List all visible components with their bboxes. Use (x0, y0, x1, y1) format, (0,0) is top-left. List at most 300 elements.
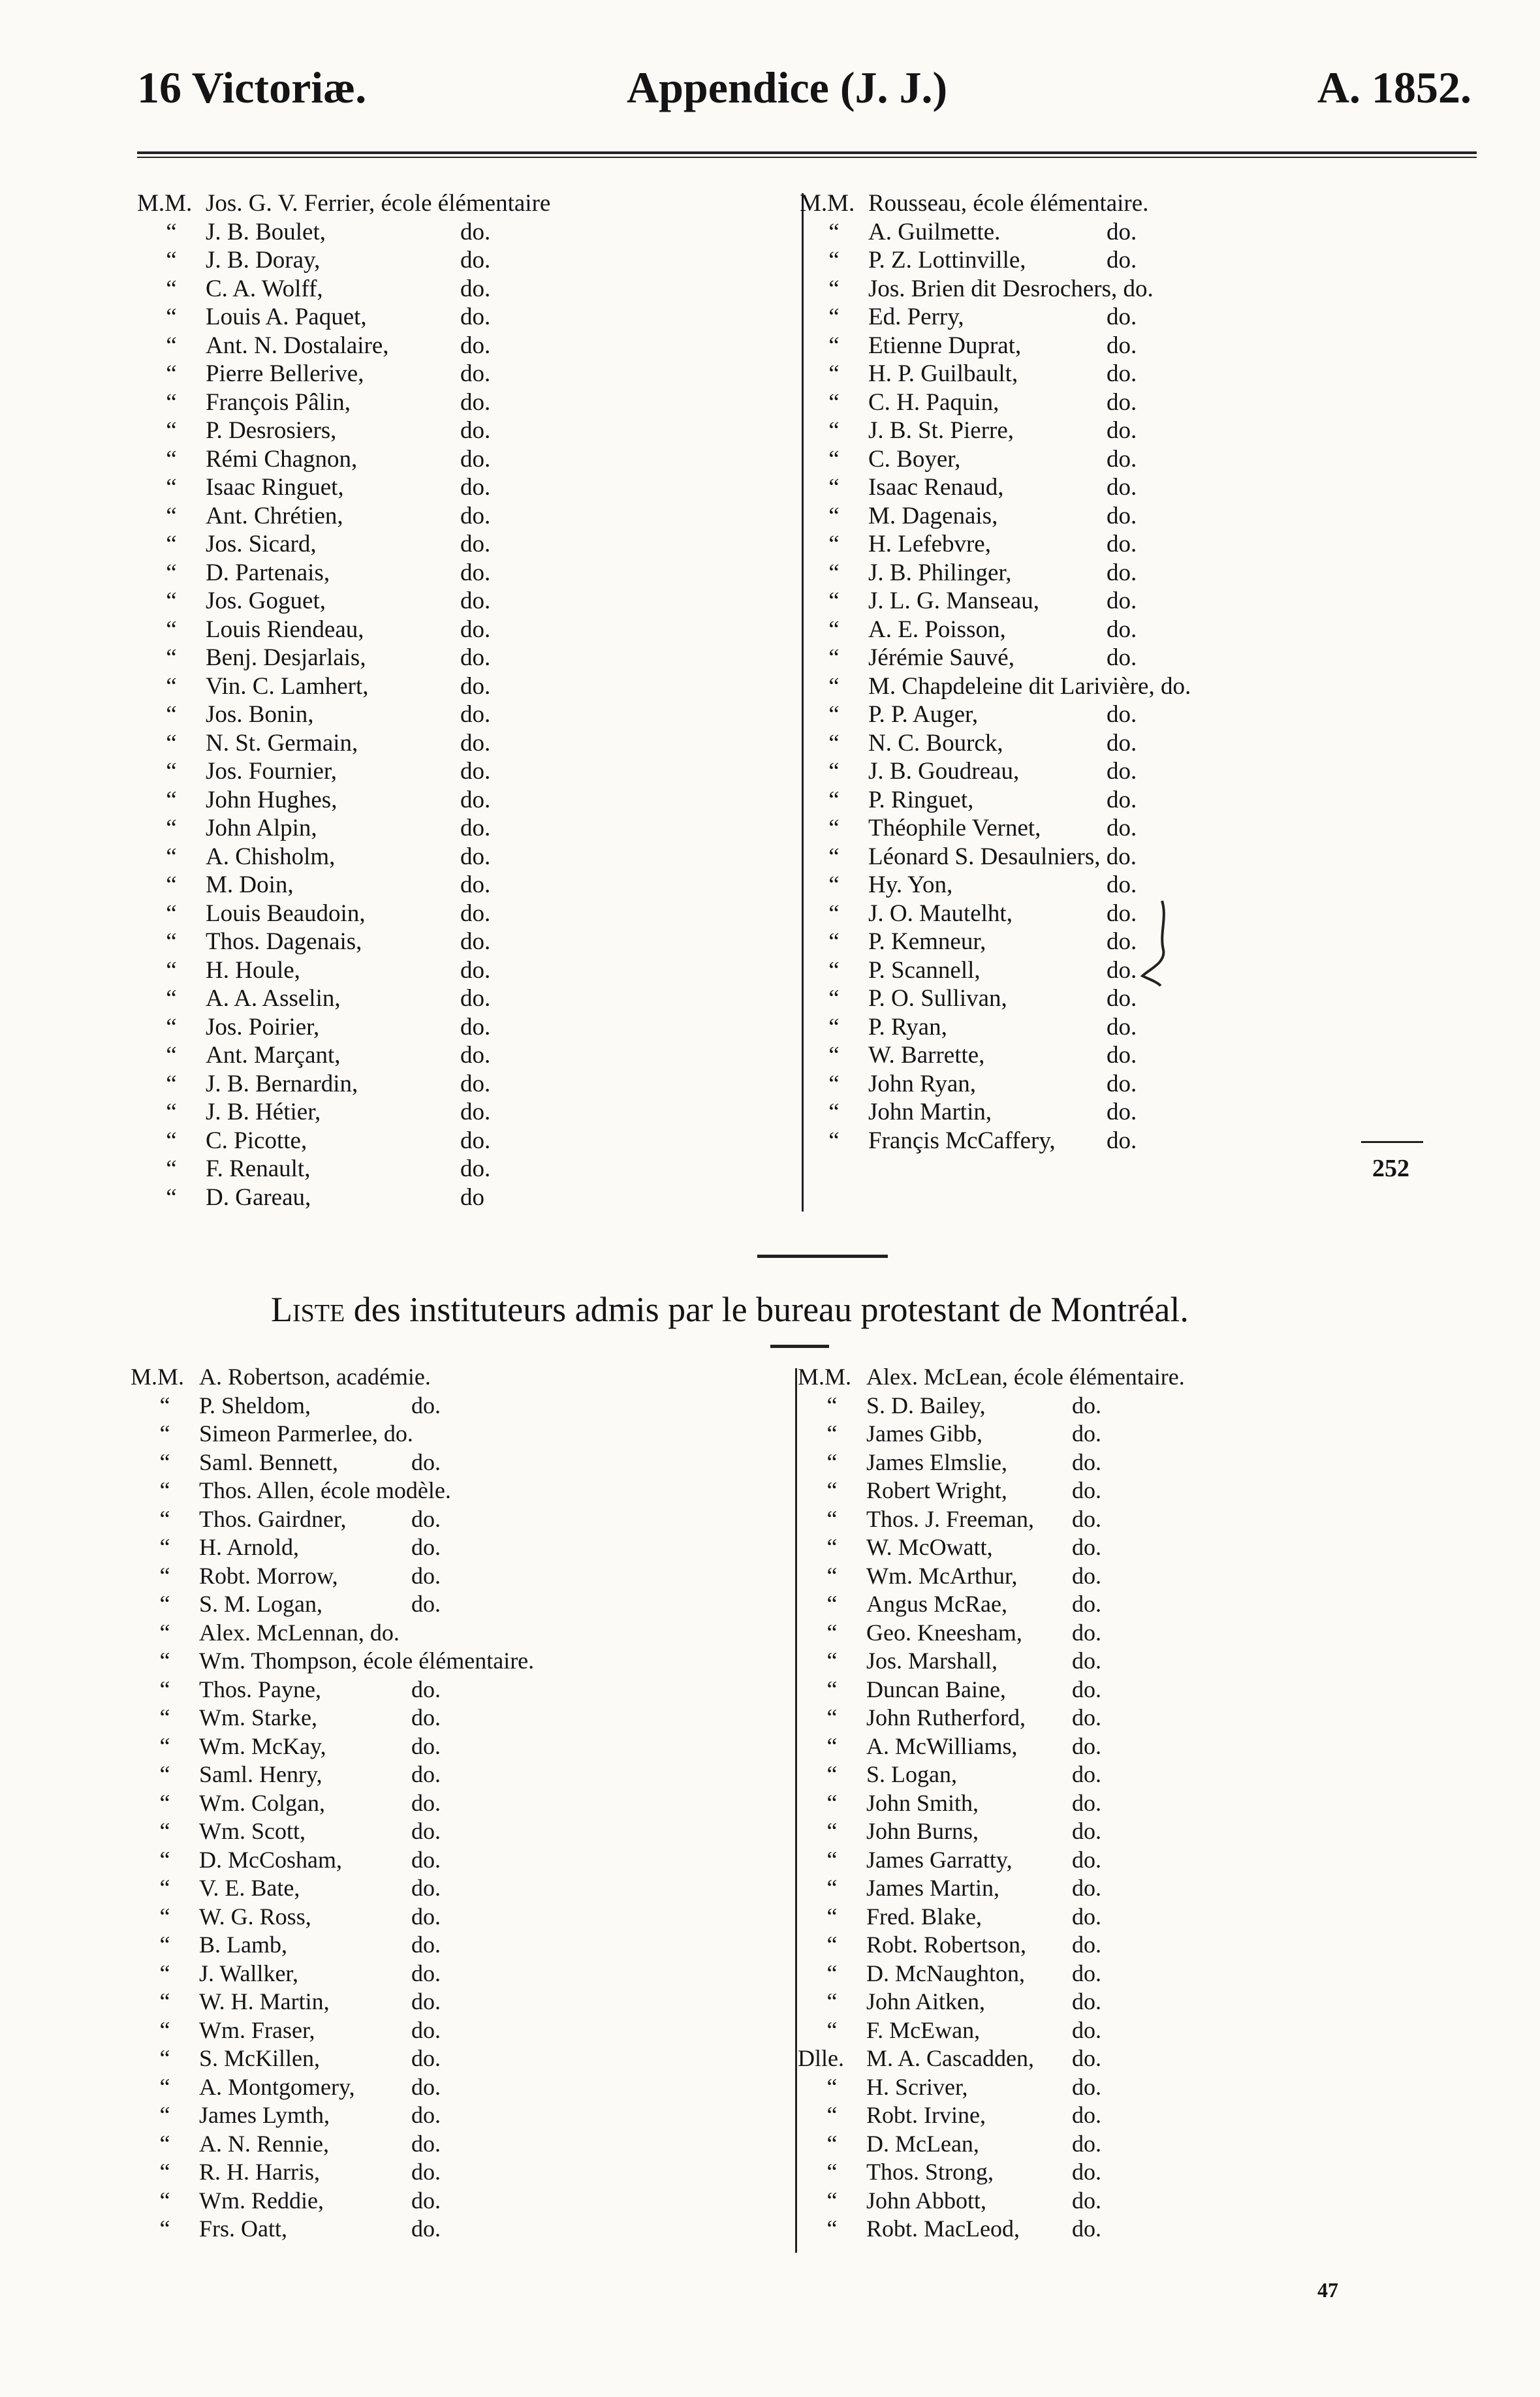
entry-prefix: “ (828, 1070, 840, 1097)
entry-name: John Ryan, (868, 1070, 977, 1097)
entry-prefix: “ (159, 1420, 170, 1447)
entry-ditto: do. (1107, 758, 1137, 785)
list-entry (800, 1098, 1191, 1127)
entry-name: Thos. Gairdner, (199, 1505, 347, 1532)
entry-prefix: “ (159, 1591, 170, 1617)
entry-name: Thos. Payne, (199, 1676, 321, 1702)
entry-name: Angus McRae, (866, 1591, 1007, 1617)
list-entry (131, 1789, 534, 1818)
section2-right-column (798, 1363, 1185, 2244)
entry-ditto: do. (1107, 1013, 1137, 1041)
entry-ditto: do. (460, 1013, 491, 1041)
entry-name: R. H. Harris, (199, 2159, 320, 2185)
entry-ditto: do. (1107, 815, 1137, 841)
entry-ditto: do. (460, 729, 491, 757)
entry-name: Frs. Oatt, (199, 2216, 287, 2242)
list-entry (798, 1903, 1185, 1932)
list-entry (798, 2016, 1185, 2045)
entry-name: Duncan Baine, (866, 1676, 1006, 1702)
entry-name: V. E. Bate, (199, 1875, 300, 1901)
entry-ditto: do. (1107, 502, 1137, 529)
entry-name: Thos. J. Freeman, (866, 1505, 1034, 1532)
column-divider (795, 1368, 797, 2253)
entry-name: Ed. Perry, (868, 304, 964, 330)
entry-ditto: do. (1107, 1127, 1137, 1154)
entry-prefix: “ (828, 786, 840, 813)
entry-ditto: do. (1107, 786, 1137, 813)
entry-ditto: do. (1107, 1070, 1137, 1097)
entry-name: N. C. Bourck, (868, 729, 1003, 757)
entry-ditto: do. (1072, 1676, 1101, 1702)
entry-name: Saml. Henry, (199, 1761, 322, 1787)
entry-ditto: do. (460, 1070, 491, 1097)
entry-name: D. McCosham, (199, 1846, 342, 1873)
entry-prefix: M.M. (800, 190, 855, 217)
list-entry (798, 1533, 1185, 1562)
entry-ditto: do. (1072, 1789, 1101, 1816)
entry-prefix: “ (828, 417, 840, 444)
entry-ditto: do. (1107, 900, 1137, 927)
entry-ditto: do. (411, 2073, 441, 2100)
list-entry (137, 502, 550, 531)
entry-prefix: “ (166, 304, 177, 330)
entry-name: Robert Wright, (866, 1477, 1007, 1503)
entry-name: Françis McCaffery, (868, 1127, 1056, 1154)
entry-prefix: “ (166, 388, 177, 416)
entry-ditto: do. (1107, 247, 1137, 274)
entry-name: Rémi Chagnon, (206, 445, 358, 473)
entry-name: A. Chisholm, (206, 843, 336, 870)
entry-name: M. Dagenais, (868, 502, 998, 529)
list-entry (131, 1732, 534, 1761)
entry-prefix: “ (828, 871, 840, 898)
list-entry (798, 1960, 1185, 1988)
entry-ditto: do. (1107, 388, 1137, 416)
list-entry (137, 246, 550, 275)
list-entry (131, 2130, 534, 2159)
section-title (271, 1289, 1189, 1330)
entry-name: François Pâlin, (206, 388, 351, 416)
entry-prefix: “ (166, 900, 177, 927)
entry-name: Robt. MacLeod, (866, 2216, 1020, 2242)
entry-prefix: “ (159, 1505, 170, 1532)
entry-ditto: do. (1107, 332, 1137, 359)
list-entry (798, 1761, 1185, 1789)
list-entry (800, 814, 1191, 843)
entry-ditto: do. (1072, 1648, 1101, 1674)
entry-ditto: do. (460, 474, 491, 501)
entry-ditto: do. (1072, 1562, 1101, 1589)
entry-prefix: “ (826, 1732, 838, 1759)
entry-prefix: “ (826, 1619, 838, 1646)
entry-prefix: “ (166, 588, 177, 614)
list-entry (800, 700, 1191, 729)
entry-name: Jos. Fournier, (206, 758, 337, 785)
entry-prefix: “ (828, 218, 840, 245)
list-entry (137, 473, 550, 502)
section2-left-column (131, 1363, 534, 2244)
entry-prefix: “ (826, 2216, 838, 2242)
entry-ditto: do. (411, 1449, 441, 1475)
entry-ditto: do. (1107, 1099, 1137, 1125)
entry-prefix: “ (159, 1732, 170, 1759)
section-separator (757, 1255, 888, 1258)
list-entry (137, 757, 550, 786)
entry-prefix: “ (166, 445, 177, 473)
list-entry (137, 843, 550, 871)
entry-ditto: do. (1107, 985, 1137, 1012)
entry-ditto: do. (460, 843, 491, 870)
entry-ditto: do. (460, 588, 491, 614)
entry-ditto: do. (1072, 1818, 1101, 1844)
entry-ditto: do. (1072, 2016, 1101, 2043)
entry-name: Alex. McLennan, do. (199, 1619, 400, 1646)
entry-name: John Martin, (868, 1099, 992, 1125)
entry-prefix: “ (828, 672, 840, 700)
list-entry (137, 332, 550, 360)
entry-prefix: “ (166, 1099, 177, 1125)
list-entry (800, 445, 1191, 474)
entry-prefix: “ (826, 1789, 838, 1816)
entry-ditto: do. (1072, 1932, 1101, 1958)
entry-prefix: “ (166, 360, 177, 387)
entry-name: C. Boyer, (868, 445, 961, 473)
entry-prefix: “ (166, 417, 177, 444)
entry-name: Jos. Goguet, (206, 588, 326, 614)
entry-name: C. Picotte, (206, 1127, 307, 1154)
entry-ditto: do. (1072, 2187, 1101, 2214)
entry-ditto: do. (411, 1932, 441, 1958)
entry-prefix: M.M. (137, 190, 193, 217)
list-entry (137, 416, 550, 445)
list-entry (131, 1761, 534, 1789)
entry-ditto: do. (1072, 2073, 1101, 2100)
entry-name: J. Wallker, (199, 1960, 298, 1986)
entry-prefix: “ (159, 1534, 170, 1560)
entry-name: H. P. Guilbault, (868, 360, 1018, 387)
entry-ditto: do. (1107, 956, 1137, 984)
entry-ditto: do. (1072, 1846, 1101, 1873)
entry-name: J. B. Bernardin, (206, 1070, 358, 1097)
entry-ditto: do. (411, 1676, 441, 1702)
list-entry (131, 1562, 534, 1591)
list-entry (800, 1127, 1191, 1155)
entry-prefix: “ (826, 1477, 838, 1503)
entry-prefix: “ (166, 1013, 177, 1041)
entry-prefix: “ (159, 2073, 170, 2100)
entry-name: H. Arnold, (199, 1534, 299, 1560)
entry-name: A. McWilliams, (866, 1732, 1018, 1759)
entry-ditto: do. (1072, 1505, 1101, 1532)
list-entry (137, 672, 550, 701)
entry-name: Wm. Scott, (199, 1818, 306, 1844)
entry-ditto: do. (460, 871, 491, 898)
list-entry (137, 587, 550, 616)
entry-name: James Martin, (866, 1875, 999, 1901)
entry-name: Geo. Kneesham, (866, 1619, 1022, 1646)
list-entry (798, 2044, 1185, 2073)
entry-prefix: “ (828, 332, 840, 359)
entry-ditto: do. (1107, 616, 1137, 643)
list-entry (800, 984, 1191, 1013)
entry-ditto: do. (1072, 1903, 1101, 1930)
entry-ditto: do. (411, 2045, 441, 2071)
entry-name: Wm. Colgan, (199, 1789, 325, 1816)
entry-name: F. McEwan, (866, 2016, 981, 2043)
list-entry (137, 1183, 550, 1212)
entry-name: Théophile Vernet, (868, 815, 1041, 841)
entry-name: C. A. Wolff, (206, 275, 323, 302)
entry-prefix: “ (159, 1875, 170, 1901)
entry-name: James Gibb, (866, 1420, 982, 1447)
list-entry (131, 2073, 534, 2102)
entry-ditto: do. (460, 900, 491, 927)
entry-name: John Smith, (866, 1789, 979, 1816)
entry-name: John Hughes, (206, 786, 338, 813)
entry-name: Ant. Marçant, (206, 1042, 341, 1069)
entry-name: Thos. Strong, (866, 2159, 994, 2185)
list-entry (798, 1988, 1185, 2016)
entry-prefix: “ (159, 1960, 170, 1986)
entry-prefix: “ (166, 616, 177, 643)
entry-prefix: “ (826, 2016, 838, 2043)
entry-ditto: do. (460, 502, 491, 529)
entry-name: A. A. Asselin, (206, 985, 341, 1012)
list-entry (137, 1013, 550, 1042)
entry-prefix: “ (166, 247, 177, 274)
list-entry (137, 729, 550, 758)
entry-prefix: “ (826, 1392, 838, 1418)
entry-name: P. Desrosiers, (206, 417, 337, 444)
entry-prefix: “ (159, 1449, 170, 1475)
entry-ditto: do. (460, 445, 491, 473)
list-entry (137, 644, 550, 672)
entry-ditto: do. (460, 786, 491, 813)
list-entry (137, 1127, 550, 1155)
entry-prefix: “ (828, 360, 840, 387)
entry-ditto: do. (460, 644, 491, 671)
list-entry (137, 814, 550, 843)
entry-ditto: do. (460, 1099, 491, 1125)
entry-ditto: do. (1107, 531, 1137, 557)
entry-prefix: “ (159, 1818, 170, 1844)
entry-ditto: do. (1072, 1875, 1101, 1901)
entry-name: Etienne Duprat, (868, 332, 1022, 359)
entry-name: Jos. Marshall, (866, 1648, 998, 1674)
entry-name: J. B. Doray, (206, 247, 321, 274)
entry-ditto: do. (411, 2159, 441, 2185)
entry-name: H. Lefebvre, (868, 531, 991, 557)
list-entry (131, 1676, 534, 1704)
entry-name: Rousseau, école élémentaire. (868, 190, 1149, 217)
entry-ditto: do. (1107, 928, 1137, 955)
entry-prefix: “ (166, 928, 177, 955)
entry-prefix: “ (166, 1070, 177, 1097)
list-entry (798, 1789, 1185, 1818)
entry-prefix: “ (159, 1392, 170, 1418)
list-entry (131, 1477, 534, 1505)
entry-ditto: do. (1072, 2102, 1101, 2128)
entry-prefix: “ (166, 1042, 177, 1069)
entry-name: A. N. Rennie, (199, 2130, 329, 2157)
list-entry (800, 786, 1191, 815)
page-number: 252 (1372, 1155, 1409, 1182)
entry-name: D. Gareau, (206, 1183, 311, 1211)
entry-name: P. O. Sullivan, (868, 985, 1007, 1012)
entry-ditto: do (460, 1183, 484, 1211)
list-entry (131, 2016, 534, 2045)
list-entry (800, 843, 1191, 871)
entry-name: Wm. McKay, (199, 1732, 326, 1759)
entry-prefix: “ (159, 1789, 170, 1816)
entry-prefix: “ (826, 1704, 838, 1731)
list-entry (798, 1647, 1185, 1676)
entry-prefix: “ (828, 843, 840, 870)
entry-prefix: “ (828, 559, 840, 586)
entry-prefix: “ (826, 1846, 838, 1873)
entry-prefix: “ (159, 2187, 170, 2214)
entry-prefix: “ (828, 388, 840, 416)
entry-ditto: do. (460, 360, 491, 387)
list-entry (137, 189, 550, 218)
page-number-rule (1361, 1141, 1423, 1143)
entry-prefix: “ (166, 871, 177, 898)
list-entry (800, 360, 1191, 388)
list-entry (137, 700, 550, 729)
entry-prefix: “ (826, 2187, 838, 2214)
entry-ditto: do. (460, 247, 491, 274)
entry-ditto: do. (460, 304, 491, 330)
entry-prefix: “ (828, 531, 840, 557)
entry-prefix: “ (159, 1704, 170, 1731)
entry-prefix: “ (826, 1960, 838, 1986)
entry-prefix: “ (826, 1676, 838, 1702)
entry-prefix: “ (828, 445, 840, 473)
entry-name: Léonard S. Desaulniers, do. (868, 843, 1137, 870)
entry-ditto: do. (411, 1846, 441, 1873)
entry-prefix: “ (166, 786, 177, 813)
list-entry (798, 1676, 1185, 1704)
entry-prefix: “ (828, 304, 840, 330)
entry-ditto: do. (1072, 2045, 1101, 2071)
list-entry (798, 1477, 1185, 1505)
entry-prefix: “ (828, 275, 840, 302)
entry-ditto: do. (460, 815, 491, 841)
list-entry (137, 956, 550, 985)
entry-name: S. M. Logan, (199, 1591, 322, 1617)
entry-name: Benj. Desjarlais, (206, 644, 366, 671)
entry-prefix: “ (166, 758, 177, 785)
entry-ditto: do. (460, 275, 491, 302)
list-entry (137, 786, 550, 815)
entry-prefix: “ (159, 1648, 170, 1674)
entry-ditto: do. (460, 1042, 491, 1069)
list-entry (131, 1392, 534, 1420)
entry-prefix: “ (159, 2159, 170, 2185)
entry-name: Jos. Sicard, (206, 531, 317, 557)
entry-ditto: do. (1107, 701, 1137, 728)
section-title-rest: des instituteurs admis par le bureau protestant de Montréal. (345, 1290, 1189, 1329)
entry-prefix: “ (828, 815, 840, 841)
entry-prefix: “ (166, 1155, 177, 1182)
entry-ditto: do. (411, 1562, 441, 1589)
entry-name: James Elmslie, (866, 1449, 1007, 1475)
list-entry (131, 1647, 534, 1676)
entry-name: J. O. Mautelht, (868, 900, 1013, 927)
list-entry (798, 1449, 1185, 1477)
entry-name: James Garratty, (866, 1846, 1013, 1873)
entry-name: Jos. Bonin, (206, 701, 314, 728)
entry-name: Saml. Bennett, (199, 1449, 338, 1475)
list-entry (137, 360, 550, 388)
list-entry (137, 928, 550, 956)
entry-ditto: do. (1107, 559, 1137, 586)
list-entry (131, 2044, 534, 2073)
entry-prefix: “ (826, 1534, 838, 1560)
entry-name: Wm. McArthur, (866, 1562, 1018, 1589)
entry-prefix: “ (166, 275, 177, 302)
list-entry (800, 672, 1191, 701)
header-right: A. 1852. (1317, 63, 1471, 112)
entry-ditto: do. (1107, 871, 1137, 898)
list-entry (798, 1420, 1185, 1449)
entry-prefix: “ (159, 1477, 170, 1503)
entry-ditto: do. (460, 985, 491, 1012)
list-entry (800, 502, 1191, 531)
list-entry (800, 1070, 1191, 1099)
entry-ditto: do. (460, 1127, 491, 1154)
entry-prefix: “ (166, 474, 177, 501)
header-left: 16 Victoriæ. (137, 63, 367, 112)
list-entry (800, 616, 1191, 644)
entry-ditto: do. (411, 2216, 441, 2242)
list-entry (798, 2158, 1185, 2187)
list-entry (800, 644, 1191, 672)
list-entry (131, 1449, 534, 1477)
list-entry (131, 1704, 534, 1732)
entry-ditto: do. (460, 218, 491, 245)
entry-prefix: “ (166, 531, 177, 557)
entry-prefix: “ (828, 956, 840, 984)
list-entry (137, 388, 550, 417)
entry-ditto: do. (1072, 1534, 1101, 1560)
list-entry (800, 303, 1191, 332)
entry-name: D. Partenais, (206, 559, 330, 586)
entry-prefix: “ (159, 2216, 170, 2242)
list-entry (800, 246, 1191, 275)
entry-prefix: “ (826, 1505, 838, 1532)
list-entry (131, 1846, 534, 1875)
entry-name: P. Ringuet, (868, 786, 974, 813)
entry-ditto: do. (1107, 474, 1137, 501)
entry-ditto: do. (460, 332, 491, 359)
entry-name: S. McKillen, (199, 2045, 320, 2071)
entry-prefix: “ (166, 644, 177, 671)
entry-ditto: do. (1107, 304, 1137, 330)
entry-prefix: “ (828, 1042, 840, 1069)
entry-ditto: do. (411, 1789, 441, 1816)
list-entry (131, 2101, 534, 2130)
list-entry (137, 559, 550, 588)
header-center: Appendice (J. J.) (627, 63, 948, 112)
entry-ditto: do. (460, 616, 491, 643)
entry-ditto: do. (411, 2016, 441, 2043)
list-entry (137, 1041, 550, 1070)
list-entry (137, 303, 550, 332)
entry-ditto: do. (411, 1704, 441, 1731)
list-entry (798, 1846, 1185, 1875)
list-entry (800, 530, 1191, 559)
